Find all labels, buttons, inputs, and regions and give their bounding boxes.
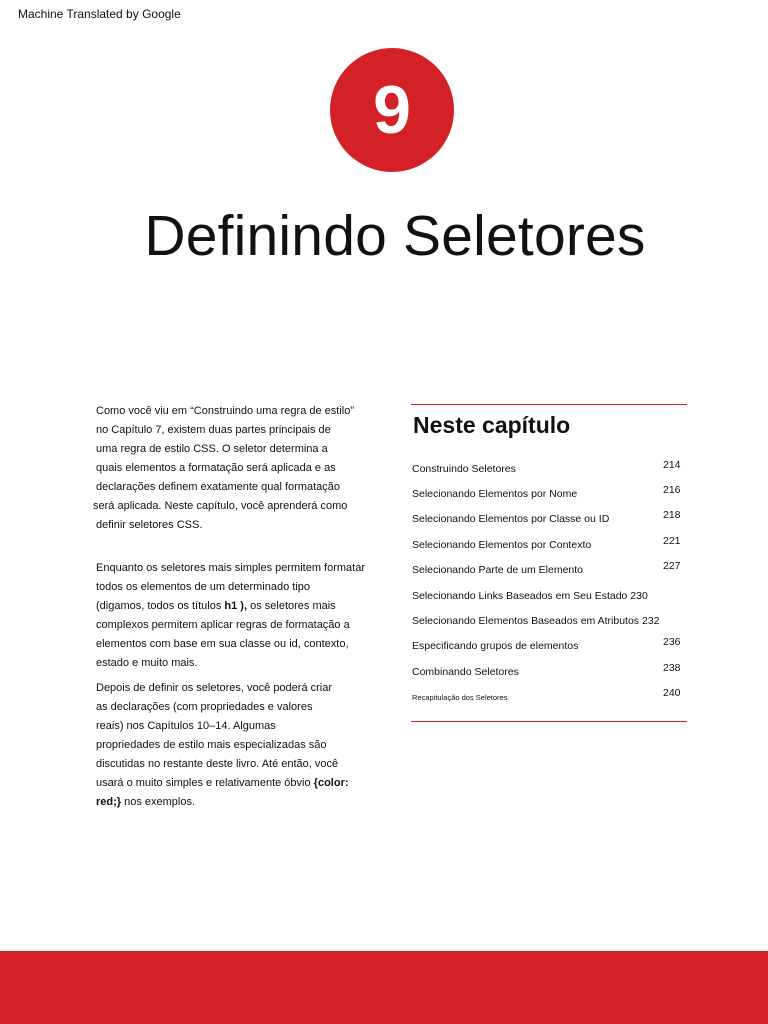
toc-item[interactable] bbox=[411, 459, 687, 479]
intro-p3-code: red;} bbox=[96, 796, 122, 808]
toc-item[interactable] bbox=[411, 484, 687, 504]
intro-p2-line: complexos permitem aplicar regras de formatação a bbox=[96, 619, 350, 631]
intro-p2-line: estado e muito mais. bbox=[96, 657, 198, 669]
intro-p1-line: será aplicada. Neste capítulo, você aprenderá como bbox=[93, 500, 348, 512]
toc-item-label: Recapitulação dos Seletores bbox=[412, 693, 508, 702]
intro-p2-code: h1 ), bbox=[224, 600, 248, 612]
intro-p3-line: Depois de definir os seletores, você poderá criar bbox=[96, 682, 333, 694]
intro-p3-line: propriedades de estilo mais especializadas são bbox=[96, 739, 327, 751]
intro-p3-line: discutidas no restante deste livro. Até então, você bbox=[96, 758, 339, 770]
intro-p2-line: os seletores mais bbox=[247, 600, 336, 612]
toc-item-label: Selecionando Elementos por Classe ou ID bbox=[412, 513, 610, 525]
toc-item-page: 214 bbox=[663, 459, 681, 471]
machine-translated-label: Machine Translated by Google bbox=[18, 7, 181, 21]
toc-item-page: 221 bbox=[663, 535, 681, 547]
toc-item-label: Especificando grupos de elementos bbox=[412, 640, 579, 652]
intro-p1-line: declarações definem exatamente qual formatação bbox=[96, 481, 340, 493]
toc-item-page: 227 bbox=[663, 560, 681, 572]
toc-item[interactable] bbox=[411, 636, 687, 656]
intro-p2-line: elementos com base em sua classe ou id, contexto, bbox=[96, 638, 349, 650]
toc-item-label: Selecionando Parte de um Elemento bbox=[412, 564, 584, 576]
toc-item-label: Selecionando Elementos por Contexto bbox=[412, 539, 592, 551]
intro-p1-line: quais elementos a formatação será aplicada e as bbox=[96, 462, 336, 474]
toc-item-page: 238 bbox=[663, 662, 681, 674]
toc-item[interactable] bbox=[411, 535, 687, 555]
toc-item-label: Selecionando Elementos por Nome bbox=[412, 488, 578, 500]
chapter-number-badge bbox=[330, 48, 454, 172]
footer-bar bbox=[0, 951, 768, 1024]
intro-p3-line: nos exemplos. bbox=[121, 796, 196, 808]
chapter-contents-box bbox=[411, 404, 687, 722]
toc-item[interactable] bbox=[411, 687, 687, 707]
intro-p2-line: todos os elementos de um determinado tipo bbox=[96, 581, 311, 593]
intro-p2-line: (digamos, todos os títulos bbox=[96, 600, 225, 612]
toc-item[interactable] bbox=[411, 509, 687, 529]
toc-item-label: Construindo Seletores bbox=[412, 463, 516, 475]
toc-item-page: 240 bbox=[663, 687, 681, 699]
chapter-number: 9 bbox=[373, 72, 411, 148]
intro-p3-line: usará o muito simples e relativamente óbvio bbox=[96, 777, 314, 789]
intro-p3-line: reais) nos Capítulos 10–14. Algumas bbox=[96, 720, 276, 732]
toc-item-label: Selecionando Elementos Baseados em Atributos 232 bbox=[412, 615, 660, 627]
toc-item-page: 236 bbox=[663, 636, 681, 648]
toc-item-label: Combinando Seletores bbox=[412, 666, 519, 678]
toc-item[interactable] bbox=[411, 611, 687, 631]
toc-item-page: 218 bbox=[663, 509, 681, 521]
intro-p2-line: Enquanto os seletores mais simples permitem formatar bbox=[96, 562, 365, 574]
toc-item-page: 216 bbox=[663, 484, 681, 496]
chapter-title: Definindo Seletores bbox=[144, 204, 646, 268]
intro-paragraph-2 bbox=[96, 559, 365, 673]
intro-paragraph-1 bbox=[93, 402, 355, 535]
intro-p1-line: definir seletores CSS. bbox=[96, 519, 203, 531]
toc-item[interactable] bbox=[411, 560, 687, 580]
intro-p1-line: Como você viu em “Construindo uma regra de estilo” bbox=[96, 405, 355, 417]
toc-item-label: Selecionando Links Baseados em Seu Estado 230 bbox=[412, 590, 648, 602]
intro-p3-code: {color: bbox=[313, 777, 349, 789]
intro-paragraph-3 bbox=[96, 679, 349, 812]
toc-heading: Neste capítulo bbox=[413, 412, 571, 438]
toc-item[interactable] bbox=[411, 586, 687, 606]
intro-p3-line: as declarações (com propriedades e valores bbox=[96, 701, 313, 713]
toc-item[interactable] bbox=[411, 662, 687, 682]
intro-p1-line: no Capítulo 7, existem duas partes principais de bbox=[96, 424, 331, 436]
intro-p1-line: uma regra de estilo CSS. O seletor determina a bbox=[96, 443, 328, 455]
